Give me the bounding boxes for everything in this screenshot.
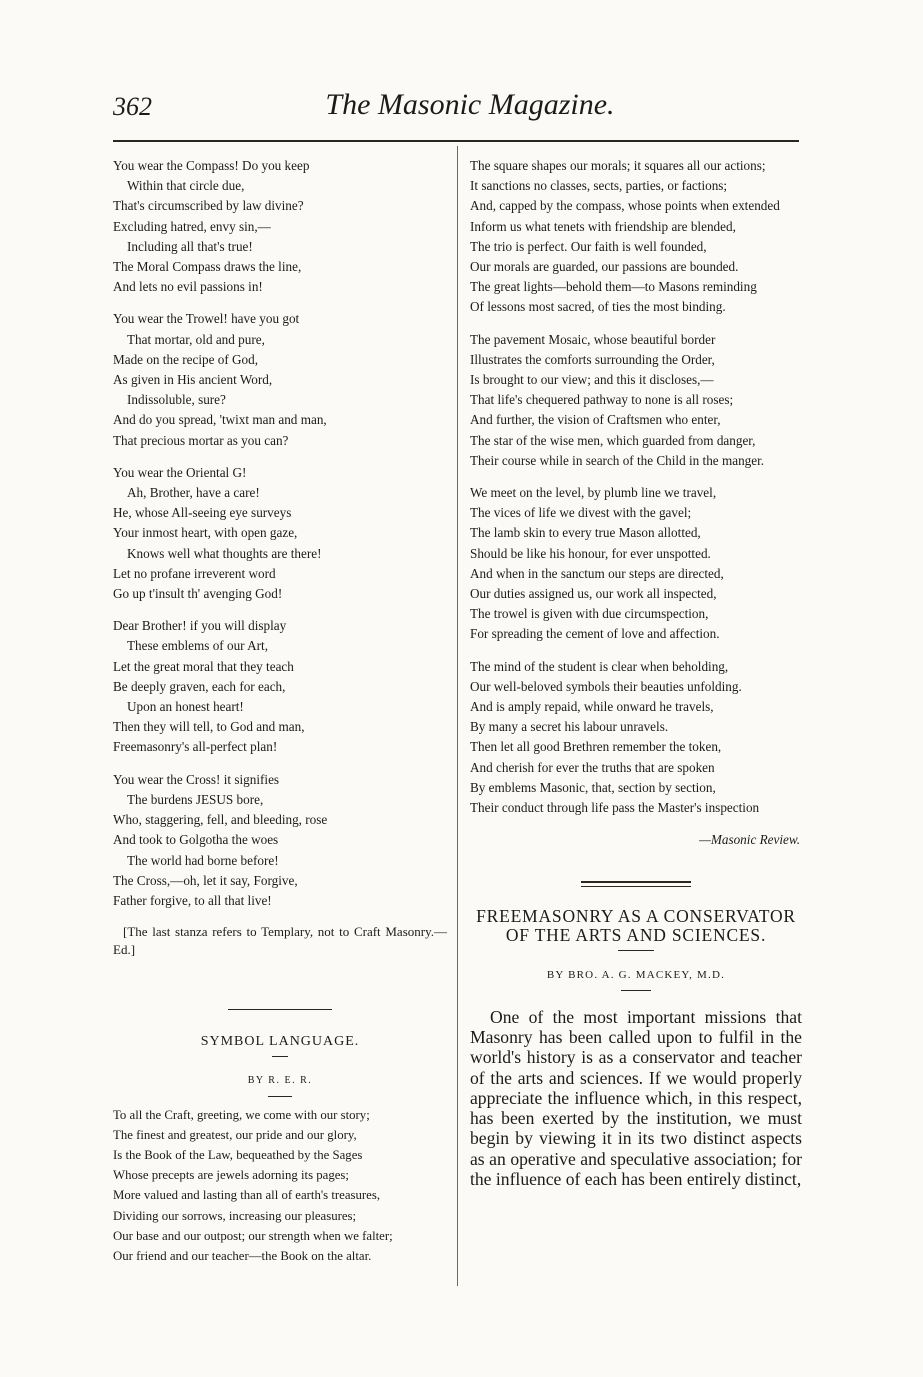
verse-line bbox=[470, 410, 802, 430]
poem-line: To all the Craft, greeting, we come with our story; bbox=[113, 1107, 370, 1122]
poem-line: And took to Golgotha the woes bbox=[113, 832, 279, 848]
poem-line: The trowel is given with due circumspection, bbox=[470, 606, 709, 622]
verse-line bbox=[470, 717, 802, 737]
poem-line: The vices of life we divest with the gavel; bbox=[470, 505, 692, 521]
poem-line: And further, the vision of Craftsmen who enter, bbox=[470, 412, 721, 428]
poem-line: Whose precepts are jewels adorning its pages; bbox=[113, 1168, 349, 1183]
byline-underline bbox=[268, 1096, 292, 1097]
left-column bbox=[113, 156, 447, 1266]
verse-line bbox=[470, 624, 802, 644]
poem-line: The lamb skin to every true Mason allotted, bbox=[470, 525, 701, 541]
poem-line: You wear the Trowel! have you got bbox=[113, 311, 300, 327]
poem-line: Go up t'insult th' avenging God! bbox=[113, 586, 283, 602]
article-title: FREEMASONRY AS A CONSERVATOR OF THE ARTS AND SCIENCES. bbox=[476, 905, 796, 945]
verse-line bbox=[470, 737, 802, 757]
verse-line bbox=[470, 604, 802, 624]
poem-line: Dear Brother! if you will display bbox=[113, 618, 287, 634]
stanza bbox=[470, 657, 802, 819]
right-column bbox=[470, 156, 802, 1189]
poem-line: And cherish for ever the truths that are spoken bbox=[470, 759, 715, 775]
poem-line: Should be like his honour, for ever unspotted. bbox=[470, 545, 711, 561]
verse-line bbox=[113, 1185, 447, 1205]
poem-line: Including all that's true! bbox=[127, 238, 253, 254]
verse-line bbox=[470, 523, 802, 543]
poem-line: And is amply repaid, while onward he travels, bbox=[470, 699, 714, 715]
verse-line bbox=[470, 697, 802, 717]
poem-line: And lets no evil passions in! bbox=[113, 279, 263, 295]
column-divider bbox=[457, 146, 458, 1286]
article-byline: BY BRO. A. G. MACKEY, M.D. bbox=[546, 968, 726, 981]
verse-line bbox=[113, 1105, 447, 1125]
poem-line: And when in the sanctum our steps are directed, bbox=[470, 565, 724, 581]
poem-line: Is the Book of the Law, bequeathed by the Sages bbox=[113, 1147, 363, 1162]
stanza bbox=[113, 309, 447, 450]
verse-line bbox=[470, 677, 802, 697]
poem-line: The Moral Compass draws the line, bbox=[113, 259, 302, 275]
verse-line bbox=[113, 1226, 447, 1246]
poem-line: That's circumscribed by law divine? bbox=[113, 198, 304, 214]
poem-line: That mortar, old and pure, bbox=[127, 331, 265, 347]
stanza bbox=[470, 330, 802, 471]
poem-line: Ah, Brother, have a care! bbox=[127, 485, 260, 501]
stanza bbox=[470, 156, 802, 318]
verse-line bbox=[470, 390, 802, 410]
verse-line bbox=[470, 431, 802, 451]
verse-line bbox=[470, 156, 802, 176]
poem-line: He, whose All-seeing eye surveys bbox=[113, 505, 292, 521]
poem-line: Inform us what tenets with friendship are blended, bbox=[470, 218, 736, 234]
poem-continued bbox=[470, 156, 802, 818]
poem-line: Who, staggering, fell, and bleeding, rose bbox=[113, 812, 328, 828]
article-separator bbox=[581, 881, 691, 887]
poem-line: Upon an honest heart! bbox=[127, 699, 244, 715]
poem-line: You wear the Oriental G! bbox=[113, 464, 247, 480]
poem-line: These emblems of our Art, bbox=[127, 638, 268, 654]
poem-line: Is brought to our view; and this it discloses,— bbox=[470, 372, 714, 388]
poem-line: Our base and our outpost; our strength when we falter; bbox=[113, 1228, 393, 1243]
verse-line bbox=[470, 657, 802, 677]
header-rule bbox=[113, 140, 799, 142]
verse-line bbox=[470, 297, 802, 317]
poem-line: Our morals are guarded, our passions are bounded. bbox=[470, 259, 739, 275]
poem-line: Father forgive, to all that live! bbox=[113, 892, 272, 908]
article-title-underline bbox=[618, 950, 654, 951]
poem-line: Knows well what thoughts are there! bbox=[127, 545, 322, 561]
poem-line: That precious mortar as you can? bbox=[113, 432, 289, 448]
verse-line bbox=[470, 564, 802, 584]
poem-line: Then let all good Brethren remember the token, bbox=[470, 739, 722, 755]
section-title: SYMBOL LANGUAGE. bbox=[200, 1034, 360, 1050]
poem-line: Be deeply graven, each for each, bbox=[113, 678, 286, 694]
verse-line bbox=[470, 798, 802, 818]
poem-line: It sanctions no classes, sects, parties, or factions; bbox=[470, 178, 728, 194]
poem-line: And do you spread, 'twixt man and man, bbox=[113, 412, 327, 428]
verse-line bbox=[470, 544, 802, 564]
poem-line: Our duties assigned us, our work all inspected, bbox=[470, 586, 717, 602]
poem-line: The trio is perfect. Our faith is well founded, bbox=[470, 238, 707, 254]
poem-line: Excluding hatred, envy sin,— bbox=[113, 218, 271, 234]
poem-line: The world had borne before! bbox=[127, 852, 279, 868]
poem-line: The finest and greatest, our pride and our glory, bbox=[113, 1127, 357, 1142]
poem-line: Of lessons most sacred, of ties the most binding. bbox=[470, 299, 726, 315]
poem-line: For spreading the cement of love and affection. bbox=[470, 626, 720, 642]
poem-line: Dividing our sorrows, increasing our pleasures; bbox=[113, 1208, 357, 1223]
stanza bbox=[113, 156, 447, 297]
verse-line bbox=[113, 1145, 447, 1165]
verse-line bbox=[113, 1206, 447, 1226]
stanza bbox=[470, 483, 802, 645]
section-byline: BY R. E. R. bbox=[247, 1075, 313, 1087]
poem-line: The Cross,—oh, let it say, Forgive, bbox=[113, 872, 298, 888]
poem-line: By many a secret his labour unravels. bbox=[470, 719, 669, 735]
poem-line: Indissoluble, sure? bbox=[127, 392, 226, 408]
verse-line bbox=[470, 778, 802, 798]
verse-line bbox=[113, 1125, 447, 1145]
poem-line: You wear the Compass! Do you keep bbox=[113, 158, 310, 173]
poem-line: Let the great moral that they teach bbox=[113, 658, 294, 674]
poem-line: Their conduct through life pass the Master's inspection bbox=[470, 800, 760, 816]
poem-line: Made on the recipe of God, bbox=[113, 351, 259, 367]
poem-line: As given in His ancient Word, bbox=[113, 372, 273, 388]
poem-line: That life's chequered pathway to none is all roses; bbox=[470, 392, 734, 408]
verse-line bbox=[470, 176, 802, 196]
poem-line: And, capped by the compass, whose points when extended bbox=[470, 198, 780, 214]
verse-line bbox=[470, 237, 802, 257]
verse-line bbox=[470, 330, 802, 350]
stanza bbox=[113, 616, 447, 757]
verse-line bbox=[470, 503, 802, 523]
poem-line: We meet on the level, by plumb line we travel, bbox=[470, 485, 717, 501]
verse-line bbox=[470, 196, 802, 216]
editor-note: [The last stanza refers to Templary, not to Craft Masonry.—Ed.] bbox=[113, 924, 447, 958]
poem-line: Our friend and our teacher—the Book on the altar. bbox=[113, 1248, 372, 1263]
poem-line: The mind of the student is clear when beholding, bbox=[470, 658, 729, 674]
verse-line bbox=[470, 277, 802, 297]
verse-line bbox=[113, 1246, 447, 1266]
verse-line bbox=[470, 451, 802, 471]
title-underline bbox=[272, 1056, 288, 1057]
verse-line bbox=[113, 1165, 447, 1185]
poem-line: More valued and lasting than all of earth's treasures, bbox=[113, 1188, 381, 1203]
poem-line: The star of the wise men, which guarded from danger, bbox=[470, 432, 756, 448]
poem-line: Let no profane irreverent word bbox=[113, 565, 276, 581]
poem-line: The square shapes our morals; it squares all our actions; bbox=[470, 158, 766, 173]
article-body: One of the most important missions that Masonry has been called upon to fulfil in the world's history is as a conservator and teacher of the arts and sciences. If we would properly appreciate the influence which, in this respect, has been exerted by the institution, we must begin by viewing it in its two distinct aspects as an operative and speculative association; for the influence of each has been entirely distinct, bbox=[470, 1006, 802, 1190]
poem-line: Our well-beloved symbols their beauties unfolding. bbox=[470, 678, 742, 694]
stanza bbox=[113, 770, 447, 911]
poem-line: You wear the Cross! it signifies bbox=[113, 771, 280, 787]
article-byline-underline bbox=[621, 990, 651, 991]
poem-line: Freemasonry's all-perfect plan! bbox=[113, 739, 278, 755]
poem-line: By emblems Masonic, that, section by section, bbox=[470, 779, 716, 795]
poem-the-emblems bbox=[113, 156, 447, 911]
poem-line: The burdens JESUS bore, bbox=[127, 791, 264, 807]
running-title: The Masonic Magazine. bbox=[325, 88, 615, 121]
section-rule bbox=[228, 1009, 332, 1010]
poem-line: Your inmost heart, with open gaze, bbox=[113, 525, 298, 541]
verse-line bbox=[470, 370, 802, 390]
verse-line bbox=[470, 217, 802, 237]
poem-line: Their course while in search of the Child in the manger. bbox=[470, 452, 765, 468]
poem-line: The pavement Mosaic, whose beautiful border bbox=[470, 331, 716, 347]
verse-line bbox=[470, 257, 802, 277]
verse-line bbox=[470, 758, 802, 778]
page-number: 362 bbox=[113, 92, 152, 121]
symbol-language-poem bbox=[113, 1105, 447, 1267]
poem-line: Illustrates the comforts surrounding the Order, bbox=[470, 351, 715, 367]
verse-line bbox=[470, 483, 802, 503]
verse-line bbox=[470, 350, 802, 370]
verse-line bbox=[470, 584, 802, 604]
poem-attribution: —Masonic Review. bbox=[699, 832, 800, 848]
poem-line: The great lights—behold them—to Masons reminding bbox=[470, 279, 757, 295]
poem-line: Then they will tell, to God and man, bbox=[113, 719, 305, 735]
stanza bbox=[113, 463, 447, 604]
poem-line: Within that circle due, bbox=[127, 178, 245, 194]
